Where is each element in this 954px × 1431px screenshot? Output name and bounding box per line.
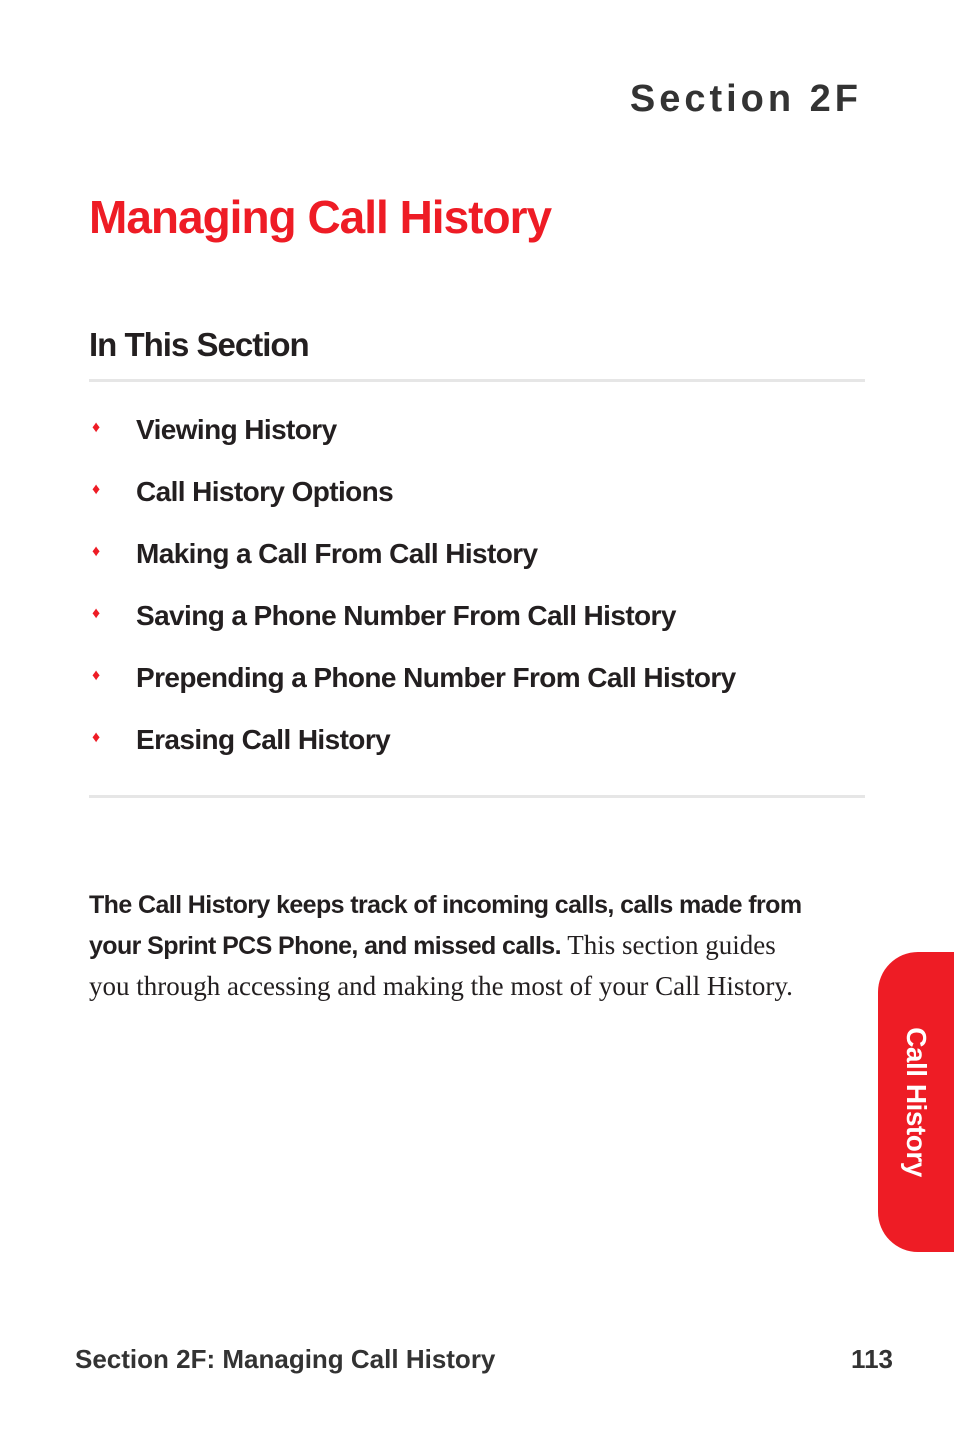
side-tab-label: Call History [901,1027,932,1177]
chapter-title: Managing Call History [89,191,552,243]
intro-paragraph [89,884,819,1006]
toc-item-viewing-history [89,410,865,472]
toc-item-label: Saving a Phone Number From Call History [136,600,676,631]
diamond-bullet-icon: ♦ [92,667,101,684]
diamond-bullet-icon: ♦ [92,543,101,560]
toc-item-saving-a-number [89,596,865,658]
footer-title: Section 2F: Managing Call History [75,1344,496,1374]
toc-item-prepending-a-number [89,658,865,720]
diamond-bullet-icon: ♦ [92,419,101,436]
toc-heading: In This Section [89,326,309,363]
toc-bottom-divider [89,795,865,798]
toc-list [89,410,865,782]
toc-item-call-history-options [89,472,865,534]
intro-body: This section guides you through accessing and making the most of your Call History. [89,930,793,1001]
chapter-side-tab [878,952,954,1252]
toc-item-label: Viewing History [136,414,337,445]
toc-item-label: Making a Call From Call History [136,538,538,569]
toc-item-erasing-call-history [89,720,865,782]
toc-item-label: Erasing Call History [136,724,391,755]
toc-top-divider [89,379,865,382]
intro-lead: The Call History keeps track of incoming calls, calls made from your Sprint PCS Phone, and missed calls. [89,891,802,960]
diamond-bullet-icon: ♦ [92,729,101,746]
page-number: 113 [851,1344,893,1374]
toc-item-making-a-call [89,534,865,596]
section-label: Section 2F [629,78,862,120]
toc-item-label: Prepending a Phone Number From Call History [136,662,736,693]
toc-item-label: Call History Options [136,476,394,507]
diamond-bullet-icon: ♦ [92,605,101,622]
diamond-bullet-icon: ♦ [92,481,101,498]
